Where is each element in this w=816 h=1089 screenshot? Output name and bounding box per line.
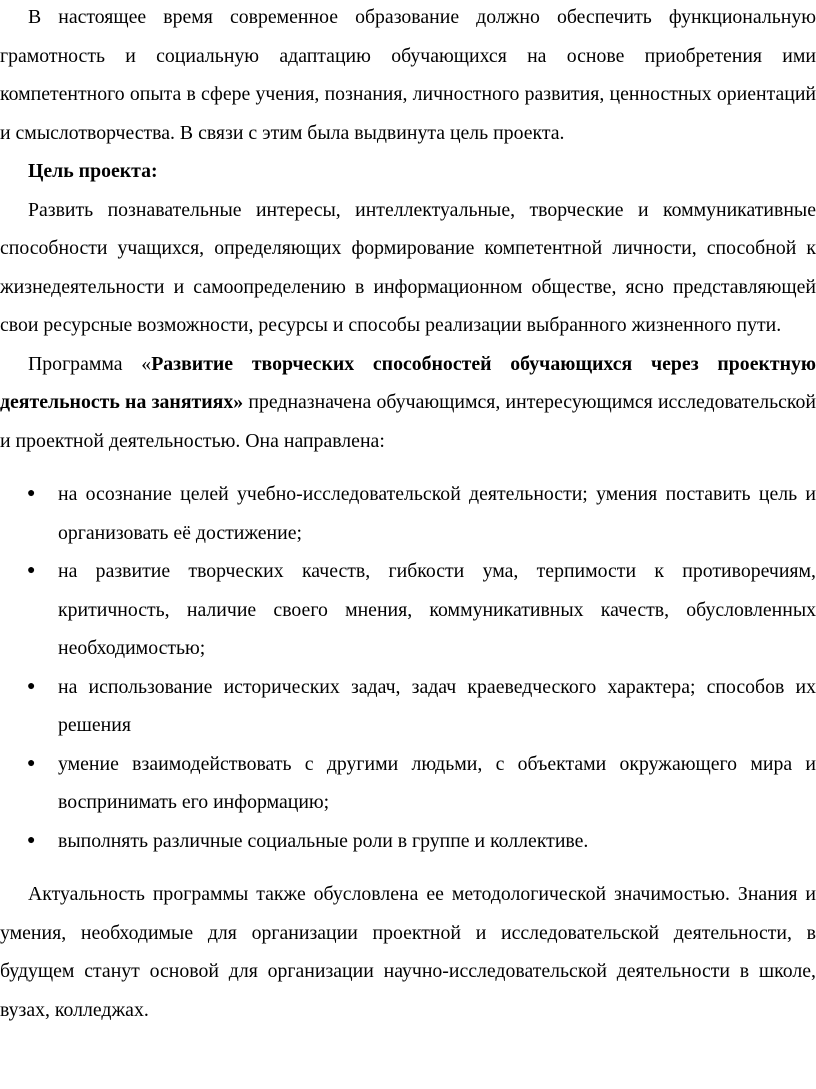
program-prefix: Программа « bbox=[28, 352, 152, 375]
list-item bbox=[0, 822, 816, 861]
goal-paragraph: Развить познавательные интересы, интеллектуальные, творческие и коммуникативные способности учащихся, определяющих формирование компетентной личности, способной к жизнедеятельности и самоопределению в информационном обществе, ясно представляющей свои ресурсные возможности, ресурсы и способы реализации выбранного жизненного пути. bbox=[0, 198, 816, 336]
list-item bbox=[0, 668, 816, 745]
intro-paragraph: В настоящее время современное образование должно обеспечить функциональную грамотность и социальную адаптацию обучающихся на основе приобретения ими компетентного опыта в сфере учения, познания, личностного развития, ценностных ориентаций и смыслотворчества. В связи с этим была выдвинута цель проекта. bbox=[0, 6, 816, 144]
bullet-icon: ● bbox=[27, 832, 36, 848]
program-paragraph bbox=[0, 345, 816, 461]
program-suffix: предназначена обучающимся, интересующимся исследовательской и проектной деятельностью. Она направлена: bbox=[0, 391, 816, 452]
list-item-text: умение взаимодействовать с другими людьми, с объектами окружающего мира и воспринимать его информацию; bbox=[58, 752, 816, 813]
list-item-text: на развитие творческих качеств, гибкости ума, терпимости к противоречиям, критичность, наличие своего мнения, коммуникативных качеств, обусловленных необходимостью; bbox=[58, 560, 816, 659]
bullet-icon: ● bbox=[27, 755, 36, 771]
list-item-text: на использование исторических задач, задач краеведческого характера; способов их решения bbox=[58, 675, 816, 736]
list-item-text: на осознание целей учебно-исследовательской деятельности; умения поставить цель и организовать её достижение; bbox=[58, 483, 816, 544]
list-item bbox=[0, 552, 816, 668]
bullet-icon: ● bbox=[27, 486, 36, 501]
program-title: Развитие творческих способностей обучающихся через проектную деятельность на занятиях» bbox=[0, 352, 816, 413]
bullet-icon: ● bbox=[27, 678, 36, 694]
directions-list bbox=[0, 475, 816, 860]
list-item bbox=[0, 745, 816, 822]
bullet-icon: ● bbox=[27, 563, 36, 578]
goal-heading: Цель проекта: bbox=[28, 160, 158, 182]
relevance-paragraph: Актуальность программы также обусловлена ее методологической значимостью. Знания и умения, необходимые для организации проектной и исследовательской деятельности, в будущем станут основой для организации научно-исследовательской деятельности в школе, вузах, колледжах. bbox=[0, 883, 816, 1021]
list-item-text: выполнять различные социальные роли в группе и коллективе. bbox=[58, 829, 589, 852]
list-item bbox=[0, 475, 816, 552]
